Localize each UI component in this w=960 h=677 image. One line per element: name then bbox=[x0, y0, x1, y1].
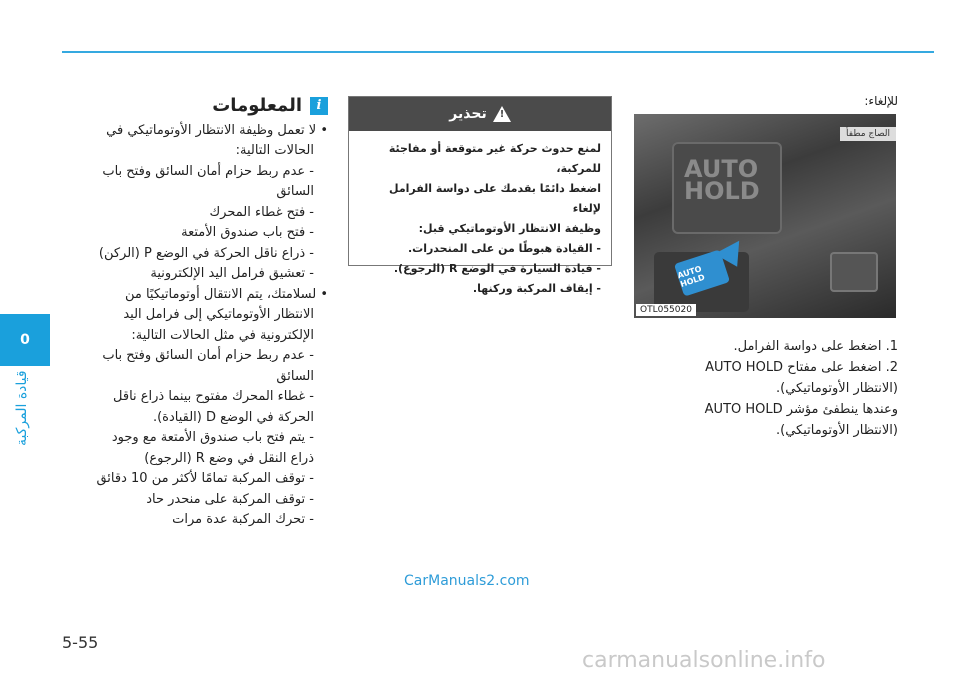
info-line: - توقف المركبة تمامًا لأكثر من 10 دقائق bbox=[96, 471, 314, 486]
info-line: الحركة في الوضع D (القيادة). bbox=[152, 409, 314, 425]
info-line: - تعشيق فرامل اليد الإلكترونية bbox=[150, 266, 314, 281]
footer-watermark: carmanualsonline.info bbox=[582, 648, 826, 673]
watermark-link[interactable]: CarManuals2.com bbox=[404, 573, 530, 589]
info-icon: i bbox=[310, 97, 328, 115]
warning-line: - قيادة السيارة في الوضع R (الرجوع). bbox=[393, 262, 601, 275]
auto-hold-button: AUTO HOLD bbox=[674, 249, 730, 296]
step-line: 1. اضغط على دواسة الفرامل. bbox=[733, 339, 898, 354]
info-line: - توقف المركبة على منحدر حاد bbox=[146, 491, 314, 507]
info-lines bbox=[96, 121, 328, 531]
info-line: - غطاء المحرك مفتوح بينما ذراع ناقل bbox=[113, 389, 314, 404]
info-line: الإلكترونية في مثل الحالات التالية: bbox=[131, 327, 314, 343]
info-line: السائق bbox=[276, 368, 314, 384]
warning-box bbox=[348, 96, 612, 295]
info-line: ذراع النقل في وضع R (الرجوع) bbox=[144, 450, 314, 466]
info-line: الحالات التالية: bbox=[235, 143, 314, 158]
chapter-number: 0 bbox=[20, 332, 30, 348]
auto-hold-photo bbox=[634, 114, 896, 318]
info-line: • لا تعمل وظيفة الانتظار الأوتوماتيكي في bbox=[106, 122, 328, 138]
cancel-section bbox=[624, 94, 898, 441]
warning-line: وظيفة الانتظار الأوتوماتيكي قبل: bbox=[418, 222, 601, 235]
cancel-label: للإلغاء: bbox=[864, 94, 898, 108]
side-switch bbox=[830, 252, 878, 292]
page-number: 5-55 bbox=[62, 633, 99, 652]
info-line: - ذراع ناقل الحركة في الوضع P (الركن) bbox=[98, 245, 314, 261]
info-line: - يتم فتح باب صندوق الأمتعة مع وجود bbox=[111, 430, 314, 445]
warning-body bbox=[349, 131, 611, 299]
step-line: 2. اضغط على مفتاح AUTO HOLD bbox=[705, 360, 898, 375]
photo-code: OTL055020 bbox=[636, 304, 696, 316]
info-section bbox=[96, 96, 328, 531]
chapter-tab[interactable] bbox=[0, 314, 50, 366]
chapter-label: قيادة المركبة bbox=[14, 370, 30, 446]
photo-corner-label: الصاج مطفأ bbox=[840, 127, 896, 141]
step-line: (الانتظار الأوتوماتيكي). bbox=[776, 423, 898, 438]
info-line: - عدم ربط حزام أمان السائق وفتح باب bbox=[102, 163, 314, 179]
warning-line: اضغط دائمًا بقدمك على دواسة الفرامل لإلغاء bbox=[389, 182, 601, 215]
step-line: وعندها ينطفئ مؤشر AUTO HOLD bbox=[704, 402, 898, 417]
info-title: المعلومات bbox=[212, 95, 302, 116]
info-line: السائق bbox=[276, 184, 314, 199]
warning-line: - القيادة هبوطًا من على المنحدرات. bbox=[407, 242, 601, 255]
info-line: الانتظار الأوتوماتيكي إلى فرامل اليد bbox=[123, 307, 314, 322]
step-line: (الانتظار الأوتوماتيكي). bbox=[776, 381, 898, 396]
top-rule bbox=[62, 51, 934, 53]
info-header bbox=[96, 96, 328, 117]
cancel-steps bbox=[624, 336, 898, 441]
info-line: - عدم ربط حزام أمان السائق وفتح باب bbox=[102, 348, 314, 363]
info-line: - تحرك المركبة عدة مرات bbox=[172, 512, 314, 527]
auto-hold-line-1: AUTO bbox=[684, 155, 759, 183]
info-line: - فتح باب صندوق الأمتعة bbox=[181, 225, 314, 240]
warning-line: لمنع حدوث حركة غير متوقعة أو مفاجئة للمركبة، bbox=[388, 142, 601, 175]
warning-triangle-icon: ! bbox=[493, 106, 511, 122]
info-line: • لسلامتك، يتم الانتقال أوتوماتيكيًا من bbox=[124, 286, 328, 302]
warning-header bbox=[349, 97, 611, 131]
auto-hold-panel-text bbox=[684, 155, 760, 205]
warning-line: - إيقاف المركبة وركنها. bbox=[472, 282, 601, 295]
auto-hold-line-2: HOLD bbox=[684, 177, 760, 205]
warning-title: تحذير bbox=[449, 106, 487, 122]
info-line: - فتح غطاء المحرك bbox=[209, 204, 314, 220]
